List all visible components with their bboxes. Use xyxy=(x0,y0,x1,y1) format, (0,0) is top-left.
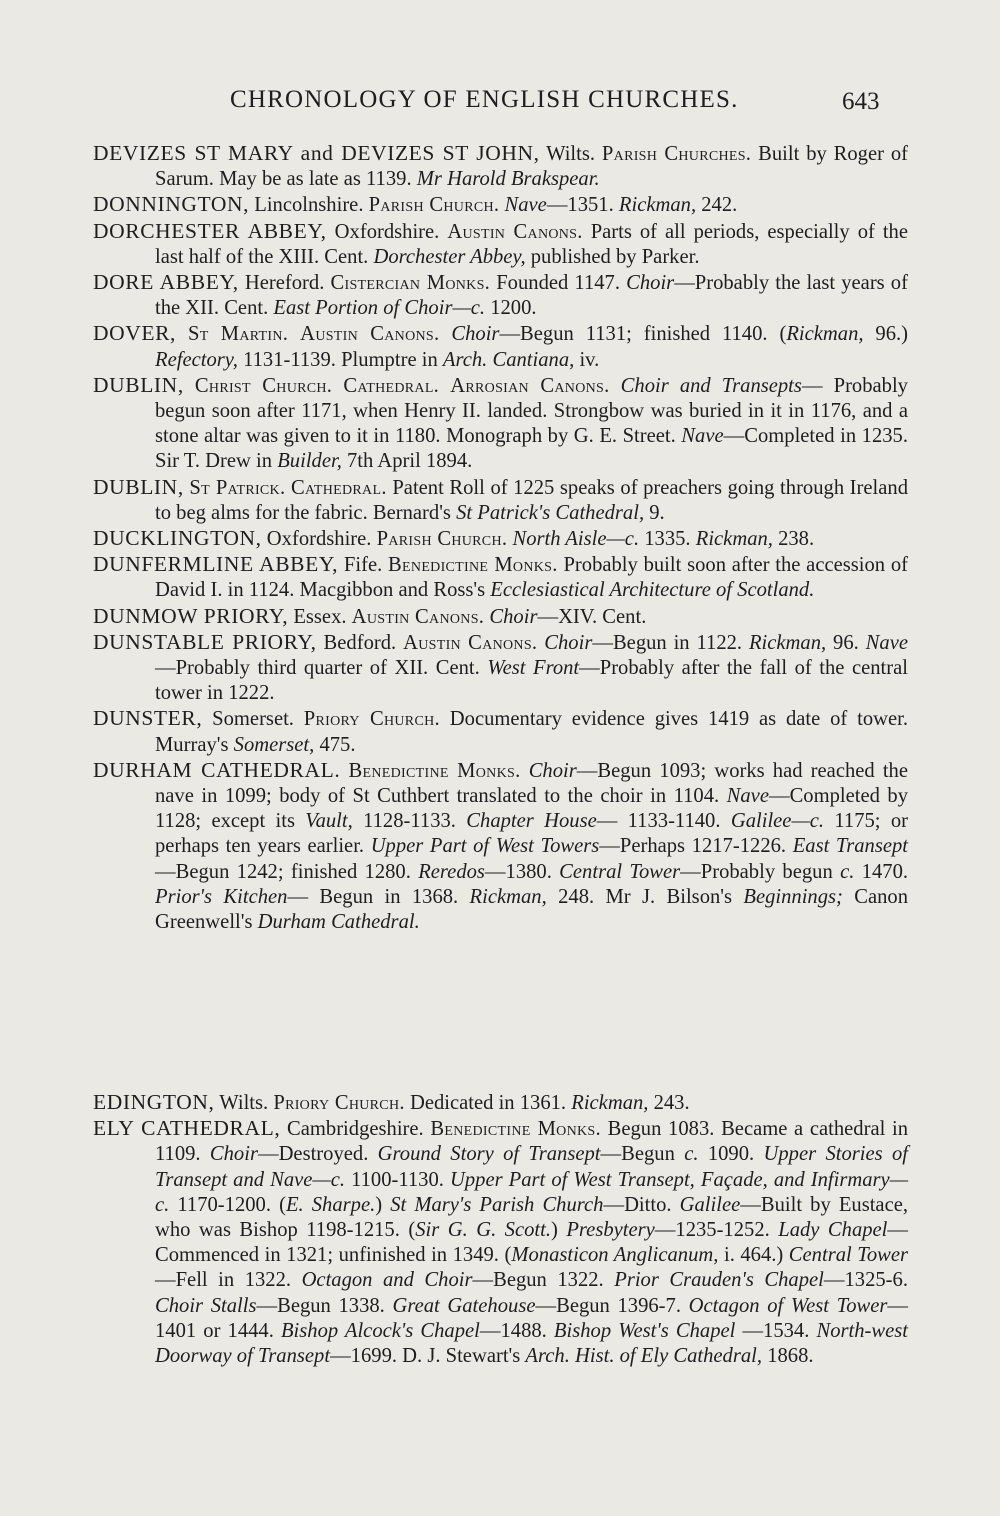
entry-text: 242. xyxy=(696,194,738,217)
entry xyxy=(93,630,908,707)
entry-text: — Begun in 1368. xyxy=(287,885,470,908)
entry-text: 1131-1139. Plumptre in xyxy=(237,348,443,371)
entry-text: 1470. xyxy=(854,860,909,883)
entry-text: Begun 1083. Became a cathedral in 1109. xyxy=(155,1118,909,1166)
entry-text xyxy=(288,323,300,345)
italic-text: Choir xyxy=(209,1143,258,1166)
italic-text: Rickman, xyxy=(695,528,773,551)
italic-text: Nave xyxy=(504,194,547,217)
entry-text: 1090. xyxy=(698,1143,764,1166)
entry-text: —Completed in 1235. Sir T. Drew in xyxy=(155,425,908,473)
entry-text: —Perhaps 1217-1226. xyxy=(599,835,793,858)
italic-text: c. xyxy=(684,1143,699,1166)
italic-text: Ground Story of Transept xyxy=(377,1143,601,1166)
entry-text: —1699. D. J. Stewart's xyxy=(330,1345,526,1368)
italic-text: Beginnings; xyxy=(743,885,843,908)
small-caps-text: Cathedral. xyxy=(291,476,387,499)
italic-text: Choir xyxy=(626,272,675,295)
entry-heading: DEVIZES ST MARY and DEVIZES ST JOHN, xyxy=(93,141,540,165)
small-caps-text: Benedictine Monks. xyxy=(388,554,558,577)
entry xyxy=(93,141,908,192)
entry-text: —Begun 1396-7. xyxy=(535,1294,689,1317)
entry-text: —1325-6. xyxy=(823,1269,908,1292)
entry-text: —1380. xyxy=(484,860,560,883)
entry xyxy=(93,1116,908,1369)
italic-text: St Patrick's Cathedral, xyxy=(456,501,645,524)
entry-text: —Fell in 1322. xyxy=(155,1269,302,1292)
entry-text: 1868. xyxy=(762,1345,814,1368)
italic-text: Builder, xyxy=(277,450,342,473)
entry-text: Hereford. xyxy=(238,272,331,295)
entry-heading: DUBLIN, xyxy=(93,372,184,397)
italic-text: Rickman, xyxy=(469,885,547,908)
entry-text: —1235-1252. xyxy=(654,1219,779,1242)
entry-heading: DURHAM CATHEDRAL. xyxy=(93,757,341,782)
italic-text: Vault, xyxy=(305,810,353,833)
italic-text: Bishop West's Chapel xyxy=(553,1319,736,1342)
italic-text: Rickman, xyxy=(571,1092,649,1114)
italic-text: Durham Cathedral. xyxy=(257,911,420,934)
italic-text: Rickman, xyxy=(618,194,697,217)
entry-text: 238. xyxy=(772,528,815,551)
italic-text: Nave xyxy=(681,425,724,448)
entry xyxy=(93,604,908,630)
entry-text xyxy=(521,760,529,782)
entry-text xyxy=(610,375,621,397)
italic-text: Chapter House xyxy=(466,810,597,833)
small-caps-text: St Patrick. xyxy=(189,476,286,499)
italic-text: Refectory, xyxy=(155,348,238,371)
small-caps-text: Priory Church. xyxy=(303,708,440,731)
entry-text: 1335. xyxy=(639,528,696,551)
entry-heading: EDINGTON, xyxy=(93,1090,215,1114)
entry xyxy=(93,706,908,757)
entry-text: —Commenced in 1321; unfinished in 1349. ( xyxy=(155,1219,908,1267)
italic-text: Lady Chapel xyxy=(778,1219,888,1242)
italic-text: East Transept xyxy=(792,835,909,858)
entry-text: —Begun 1093; works had reached the nave in 1099; body of St Cuthbert translated to the choir in 1104. xyxy=(155,759,908,808)
entry-text xyxy=(332,375,343,397)
italic-text: Rickman, xyxy=(748,631,827,654)
page-number: 643 xyxy=(842,88,880,115)
entry xyxy=(93,219,908,270)
entry-text: —Probably the last years of the XII. Cent. xyxy=(155,272,908,320)
italic-text: Somerset, xyxy=(233,733,315,756)
entry xyxy=(93,1090,908,1116)
italic-text: Arch. Hist. of Ely Cathedral, xyxy=(525,1345,763,1368)
entry-text: 475. xyxy=(314,733,356,756)
entry-text: Essex. xyxy=(288,605,352,628)
entry-heading: DORE ABBEY, xyxy=(93,270,239,295)
italic-text: Sir G. G. Scott. xyxy=(415,1219,552,1242)
italic-text: Prior's Kitchen xyxy=(155,885,288,908)
entry-text: ) xyxy=(375,1193,391,1216)
italic-text: Mr Harold Brakspear. xyxy=(416,168,600,191)
entry-text: Oxfordshire. xyxy=(326,220,448,243)
entry-heading: DOVER, xyxy=(93,321,177,346)
italic-text: c. xyxy=(840,860,855,883)
entry-text: published by Parker. xyxy=(525,245,700,268)
small-caps-text: Austin Canons. xyxy=(300,323,440,346)
entry-text: —1401 or 1444. xyxy=(155,1294,908,1342)
italic-text: Choir and Transepts xyxy=(620,374,802,397)
entry-text: Somerset. xyxy=(202,708,304,731)
entries-d xyxy=(93,141,908,935)
small-caps-text: St Martin. xyxy=(187,323,289,346)
entry xyxy=(93,192,908,218)
italic-text: Octagon and Choir xyxy=(301,1269,473,1292)
entry xyxy=(93,526,908,552)
running-title: CHRONOLOGY OF ENGLISH CHURCHES. xyxy=(230,86,739,113)
italic-text: Prior Crauden's Chapel xyxy=(614,1269,824,1292)
entry-heading: DUNSTABLE PRIORY, xyxy=(93,629,317,654)
italic-text: E. Sharpe. xyxy=(285,1193,376,1216)
entry-text: 248. Mr J. Bilson's xyxy=(546,885,744,908)
italic-text: Upper Stories of Transept and Nave—c. xyxy=(155,1143,908,1191)
entry-text: iv. xyxy=(574,348,600,371)
italic-text: Nave xyxy=(865,631,908,654)
entry xyxy=(93,321,908,372)
entry-text: Patent Roll of 1225 speaks of preachers going through Ireland to beg alms for the fabric. Bernard's xyxy=(155,476,908,524)
entry-text: —Probably after the fall of the central tower in 1222. xyxy=(155,657,908,705)
entry-text: —Begun 1242; finished 1280. xyxy=(155,860,419,883)
entry-text: —Built by Eustace, who was Bishop 1198-1215. ( xyxy=(155,1193,909,1242)
entry-text: —Probably third quarter of XII. Cent. xyxy=(155,657,488,680)
entry xyxy=(93,552,908,603)
entry-text: i. 464.) xyxy=(718,1244,789,1267)
italic-text: Upper Part of West Transept, Façade, and Infirmary—c. xyxy=(155,1168,909,1216)
entry-text: 9. xyxy=(644,501,665,524)
entry-text: ) xyxy=(551,1219,567,1242)
small-caps-text: Benedictine Monks. xyxy=(430,1118,601,1141)
small-caps-text: Parish Church. xyxy=(376,528,508,551)
italic-text: Arch. Cantiana, xyxy=(442,348,575,371)
entry-text: 1175; or perhaps ten years earlier. xyxy=(155,810,908,858)
entry-text: Lincolnshire. xyxy=(249,194,369,217)
entry-text: — 1133-1140. xyxy=(596,810,731,833)
small-caps-text: Priory Church. xyxy=(273,1092,405,1114)
entry-text: Fife. xyxy=(338,554,389,577)
entry-text: —Ditto. xyxy=(603,1193,680,1216)
entry xyxy=(93,475,908,526)
entry-text: Canon Greenwell's xyxy=(155,885,909,934)
italic-text: Choir xyxy=(528,759,577,782)
entry-text: Documentary evidence gives 1419 as date of tower. Murray's xyxy=(155,708,909,756)
small-caps-text: Austin Canons. xyxy=(351,605,485,628)
italic-text: Monasticon Anglicanum, xyxy=(511,1244,719,1267)
italic-text: Rickman, xyxy=(786,323,864,346)
entries-e xyxy=(93,1090,908,1369)
entry xyxy=(93,758,908,935)
entry-text xyxy=(184,375,195,397)
entry-heading: DUNFERMLINE ABBEY, xyxy=(93,552,339,577)
entry-text: —1351. xyxy=(546,194,619,217)
entry xyxy=(93,270,908,321)
italic-text: Ecclesiastical Architecture of Scotland. xyxy=(490,579,815,602)
small-caps-text: Cistercian Monks. xyxy=(330,272,491,295)
italic-text: North-west Doorway of Transept xyxy=(155,1319,909,1368)
italic-text: West Front xyxy=(487,657,580,680)
italic-text: Reredos xyxy=(418,860,485,883)
italic-text: Dorchester Abbey, xyxy=(373,245,526,268)
small-caps-text: Austin Canons. xyxy=(403,631,538,654)
entry-text: Wilts. xyxy=(539,143,602,165)
entry-text: Built by Roger of Sarum. May be as late as 1139. xyxy=(155,143,908,191)
entry-text: Probably built soon after the accession of David I. in 1124. Macgibbon and Ross's xyxy=(155,554,908,602)
italic-text: Galilee—c. xyxy=(730,810,825,833)
italic-text: Great Gatehouse xyxy=(392,1294,536,1317)
italic-text: North Aisle—c. xyxy=(512,528,640,551)
entry-text: Wilts. xyxy=(214,1092,274,1114)
entry-heading: DUBLIN, xyxy=(93,474,184,499)
entry-text: —Destroyed. xyxy=(257,1143,378,1166)
entry-text: —Begun 1322. xyxy=(472,1269,615,1292)
entry-text: 1100-1130. xyxy=(345,1168,450,1191)
entry-text: 1128-1133. xyxy=(352,810,467,833)
italic-text: Choir xyxy=(544,631,593,654)
entry-text: —1488. xyxy=(479,1319,554,1342)
entry-text: —Begun in 1122. xyxy=(592,631,749,654)
italic-text: Nave xyxy=(726,785,769,808)
entry-text: —Begun xyxy=(600,1143,685,1166)
entry xyxy=(93,373,908,475)
entry-text: —1534. xyxy=(735,1319,817,1342)
entry-text: — Probably begun soon after 1171, when Henry II. landed. Strongbow was buried in it in 1176, and a stone altar was given to it in 1180. Monograph by G. E. Street. xyxy=(155,374,908,448)
italic-text: Galilee xyxy=(679,1193,741,1216)
entry-text xyxy=(439,323,451,345)
small-caps-text: Parish Church. xyxy=(368,194,500,217)
italic-text: St Mary's Parish Church xyxy=(390,1193,604,1216)
entry-text: —Probably begun xyxy=(680,860,841,883)
entry-text: Cambridgeshire. xyxy=(280,1118,431,1141)
entry-text xyxy=(439,375,450,397)
entry-heading: DUNSTER, xyxy=(93,706,203,731)
entry-text: 7th April 1894. xyxy=(341,450,473,473)
entry-heading: DORCHESTER ABBEY, xyxy=(93,218,327,243)
italic-text: Central Tower xyxy=(559,860,681,883)
entry-text: Parts of all periods, especially of the last half of the XIII. Cent. xyxy=(155,220,908,268)
entry-text: —XIV. Cent. xyxy=(537,605,647,628)
italic-text: East Portion of Choir—c. xyxy=(273,297,486,320)
entry-text: Bedford. xyxy=(316,631,404,654)
small-caps-text: Christ Church. xyxy=(194,374,333,397)
small-caps-text: Parish Churches. xyxy=(601,143,752,165)
entry-text: 96. xyxy=(826,631,866,654)
entry-text: —Completed by 1128; except its xyxy=(155,785,908,833)
italic-text: Octagon of West Tower xyxy=(688,1294,888,1317)
italic-text: Choir Stalls xyxy=(155,1294,257,1317)
small-caps-text: Austin Canons. xyxy=(447,220,583,243)
small-caps-text: Arrosian Canons. xyxy=(450,374,610,397)
entry-text: —Begun 1131; finished 1140. ( xyxy=(499,323,787,346)
entry-heading: DONNINGTON, xyxy=(93,192,250,217)
entry-heading: DUCKLINGTON, xyxy=(93,526,262,551)
entry-text: 1170-1200. ( xyxy=(169,1193,286,1216)
entry-text xyxy=(176,323,188,345)
entry-text: 96.) xyxy=(863,323,909,346)
entry-heading: ELY CATHEDRAL, xyxy=(93,1116,281,1141)
entry-text: Dedicated in 1361. xyxy=(404,1092,572,1114)
italic-text: Upper Part of West Towers xyxy=(370,835,600,858)
entry-text: 243. xyxy=(648,1092,690,1114)
italic-text: Bishop Alcock's Chapel xyxy=(280,1319,480,1342)
page-header xyxy=(0,86,1000,126)
entry-text: Founded 1147. xyxy=(490,272,627,295)
italic-text: Presbytery xyxy=(566,1219,655,1242)
small-caps-text: Cathedral. xyxy=(343,374,440,397)
italic-text: Central Tower xyxy=(788,1244,909,1267)
entry-text: Oxfordshire. xyxy=(261,528,377,551)
italic-text: Choir xyxy=(451,323,500,346)
italic-text: Choir xyxy=(489,605,538,628)
entry-text: —Begun 1338. xyxy=(256,1294,393,1317)
small-caps-text: Benedictine Monks. xyxy=(348,759,521,782)
entry-heading: DUNMOW PRIORY, xyxy=(93,603,289,628)
entry-text: 1200. xyxy=(485,297,537,320)
